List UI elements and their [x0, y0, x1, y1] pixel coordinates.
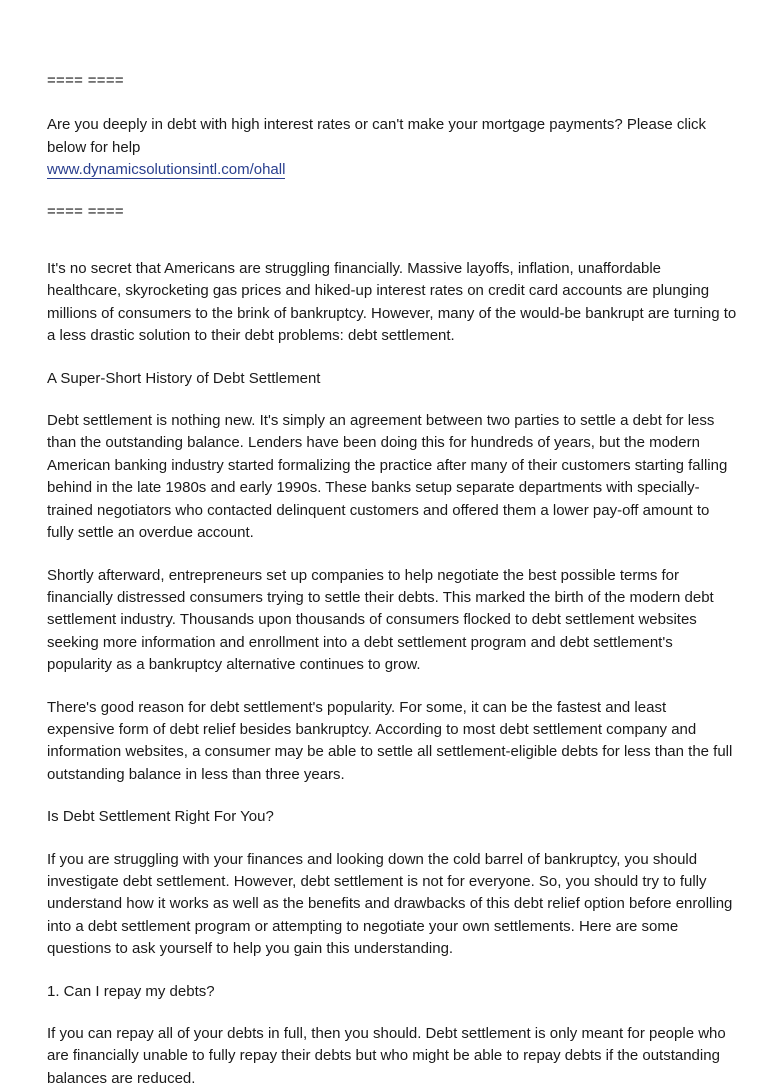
history-paragraph-1: Debt settlement is nothing new. It's simply an agreement between two parties to settle a debt for less than the outstanding balance. Lenders have been doing this for hundreds of years, but the modern American banking industry started formalizing the practice after many of their customers starting falling behind in the late 1980s and early 1990s. These banks setup separate departments with specially-trained negotiators who contacted delinquent customers and offered them a lower pay-off amount to fully settle an overdue account. [47, 412, 728, 542]
right-paragraph-1: If you are struggling with your finances and looking down the cold barrel of bankruptcy, you should investigate debt settlement. However, debt settlement is not for everyone. So, you should try to fully understand how it works as well as the benefits and drawbacks of this debt relief option before enrolling into a debt settlement program or attempting to negotiate your own settlements. Here are some questions to ask yourself to help you gain this understanding. [47, 850, 733, 958]
document-page [47, 62, 737, 1090]
question-1: 1. Can I repay my debts? [47, 982, 215, 1000]
answer-1: If you can repay all of your debts in full, then you should. Debt settlement is only meant for people who are financially unable to fully repay their debts but who might be able to repay debts if the outstanding balances are reduced. [47, 1025, 726, 1087]
promo-link[interactable]: www.dynamicsolutionsintl.com/ohall [47, 161, 286, 179]
heading-history: A Super-Short History of Debt Settlement [47, 369, 321, 387]
history-paragraph-2: Shortly afterward, entrepreneurs set up companies to help negotiate the best possible terms for financially distressed consumers trying to settle their debts. This marked the birth of the modern debt settlement industry. Thousands upon thousands of consumers flocked to debt settlement websites seeking more information and enrollment into a debt settlement program and debt settlement's popularity as a bankruptcy alternative continues to grow. [47, 566, 714, 674]
promo-text: Are you deeply in debt with high interest rates or can't make your mortgage payments? Please click below for help [47, 116, 707, 156]
promo-link-line [47, 159, 737, 181]
intro-paragraph: It's no secret that Americans are struggling financially. Massive layoffs, inflation, unaffordable healthcare, skyrocketing gas prices and hiked-up interest rates on credit card accounts are plunging millions of consumers to the brink of bankruptcy. However, many of the would-be bankrupt are turning to a less drastic solution to their debt problems: debt settlement. [47, 260, 737, 345]
heading-right-for-you: Is Debt Settlement Right For You? [47, 808, 274, 826]
history-paragraph-3: There's good reason for debt settlement's popularity. For some, it can be the fastest and least expensive form of debt relief besides bankruptcy. According to most debt settlement company and information websites, a consumer may be able to settle all settlement-eligible debts for less than the full outstanding balance in less than three years. [47, 698, 733, 783]
divider-bottom: ==== ==== [47, 202, 124, 220]
divider-top: ==== ==== [47, 72, 124, 89]
